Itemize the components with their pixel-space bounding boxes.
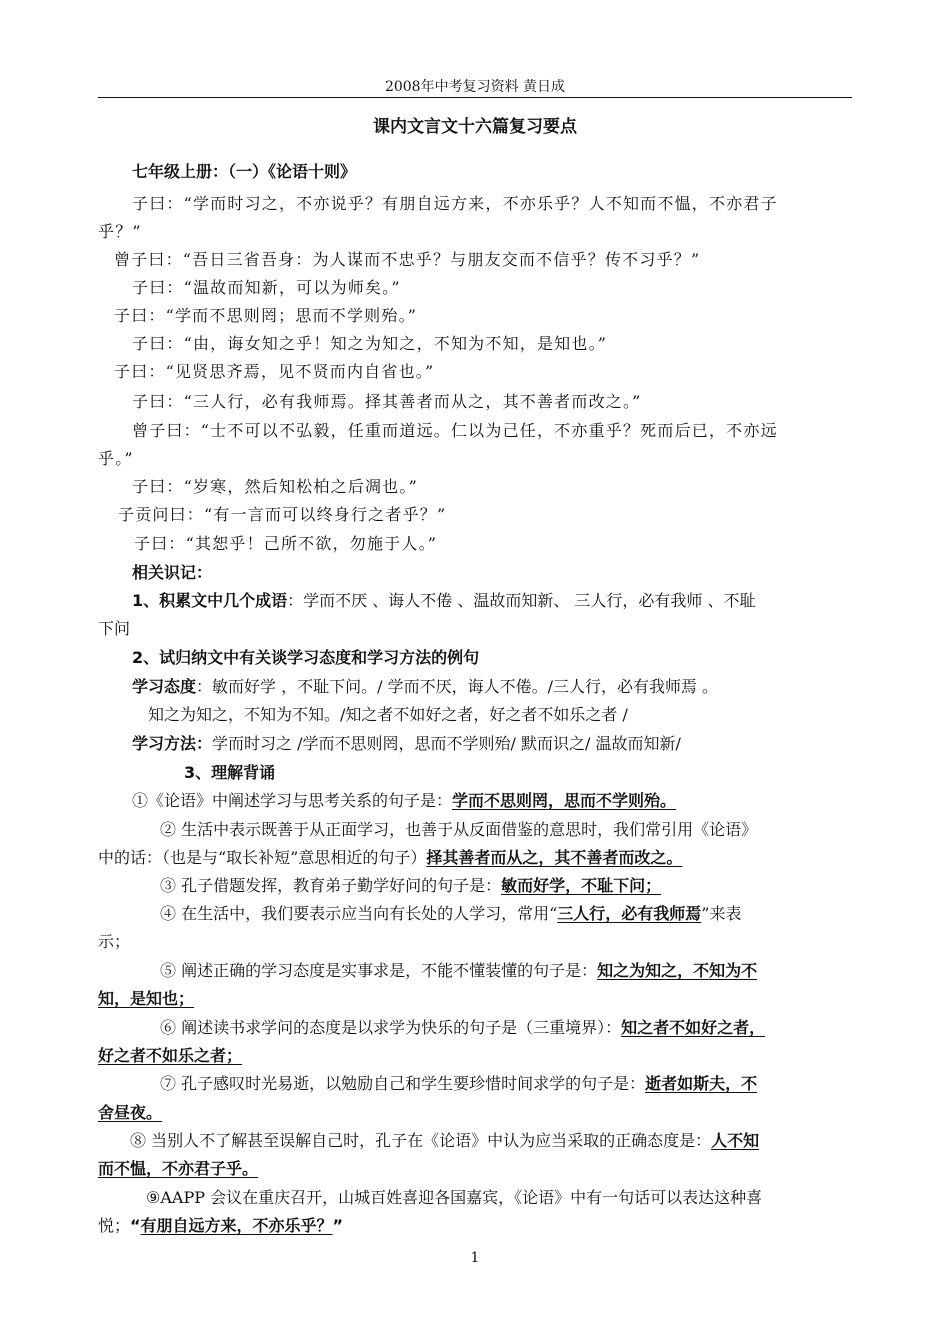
recite-4-cont: 示；	[98, 932, 131, 951]
quote-line: 曾子曰：“士不可以不弘毅，任重而道远。仁以为己任，不亦重乎？死而后已，不亦远	[132, 421, 778, 440]
quote-line: 子曰：“其恕乎！己所不欲，勿施于人。”	[134, 534, 438, 553]
recite-3-question: ③ 孔子借题发挥，教育弟子勤学好问的句子是：	[160, 876, 502, 895]
quote-line: 子曰：“学而不思则罔；思而不学则殆。”	[114, 306, 418, 325]
related-item-3: 3、理解背诵	[184, 763, 276, 782]
section-heading: 七年级上册：（一）《论语十则》	[132, 162, 357, 181]
recite-8-cont	[98, 1159, 258, 1179]
recite-8-answer-cont: 而不愠，不亦君子乎。	[98, 1159, 259, 1178]
recite-9-close-quote: ”	[332, 1216, 344, 1235]
recite-7-cont	[98, 1103, 162, 1123]
recite-4-answer: 三人行，必有我师焉	[557, 904, 702, 923]
quote-line: 子曰：“三人行，必有我师焉。择其善者而从之，其不善者而改之。”	[132, 392, 642, 411]
recite-5-cont	[98, 989, 194, 1009]
related-item-1-text: ：学而不厌 、诲人不倦 、温故而知新、 三人行，必有我师 、不耻	[287, 591, 756, 610]
related-item-1-label: 1、积累文中几个成语	[132, 591, 288, 610]
recite-7-answer-cont: 舍昼夜。	[98, 1103, 163, 1122]
recite-5-answer-cont: 知，是知也；	[98, 989, 195, 1008]
quote-line: 子曰：“学而时习之，不亦说乎？有朋自远方来，不亦乐乎？人不知而不愠，不亦君子	[132, 194, 778, 213]
quote-line: 子曰：“温故而知新，可以为师矣。”	[132, 278, 401, 297]
recite-1-question: ①《论语》中阐述学习与思考关系的句子是：	[132, 791, 453, 810]
recite-9: ⑨AAPP 会议在重庆召开，山城百姓喜迎各国嘉宾，《论语》中有一句话可以表达这种喜	[146, 1188, 763, 1207]
recite-8-answer: 人不知	[711, 1131, 760, 1150]
recite-8	[130, 1131, 759, 1151]
recite-2-cont	[98, 848, 682, 868]
document-title: 课内文言文十六篇复习要点	[373, 117, 577, 137]
recite-6-question: ⑥ 阐述读书求学问的态度是以求学为快乐的句子是（三重境界）：	[160, 1018, 622, 1037]
recite-1	[132, 791, 676, 811]
related-item-1	[132, 591, 756, 611]
quote-line: 子曰：“岁寒，然后知松柏之后凋也。”	[132, 477, 418, 496]
recite-6	[160, 1018, 765, 1038]
page-number: 1	[470, 1250, 480, 1266]
recite-3-answer: 敏而好学，不耻下问；	[501, 876, 662, 895]
recite-9-cont	[98, 1216, 343, 1236]
related-item-1-cont: 下问	[98, 619, 131, 638]
recite-7-question: ⑦ 孔子感叹时光易逝，以勉励自己和学生要珍惜时间求学的句子是：	[160, 1074, 646, 1093]
study-method-text: 学而时习之 /学而不思则罔，思而不学则殆/ 默而识之/ 温故而知新/	[212, 734, 681, 753]
quote-line: 子曰：“见贤思齐焉，见不贤而内自省也。”	[114, 362, 435, 381]
recite-9-answer: 有朋自远方来，不亦乐乎？	[140, 1216, 333, 1235]
recite-5-question: ⑤ 阐述正确的学习态度是实事求是，不能不懂装懂的句子是：	[160, 961, 598, 980]
recite-7	[160, 1074, 757, 1094]
recite-9-question: 悦；	[98, 1216, 131, 1235]
recite-2-answer: 择其善者而从之，其不善者而改之。	[426, 848, 683, 867]
study-attitude	[132, 677, 718, 697]
related-heading: 相关识记：	[132, 563, 213, 582]
study-attitude-text: ：敏而好学 ，不耻下问。/ 学而不厌，诲人不倦。/三人行，必有我师焉 。	[196, 677, 719, 696]
recite-8-question: ⑧ 当别人不了解甚至误解自己时，孔子在《论语》中认为应当采取的正确态度是：	[130, 1131, 712, 1150]
recite-6-answer-cont: 好之者不如乐之者；	[98, 1046, 243, 1065]
related-item-2: 2、试归纳文中有关谈学习态度和学习方法的例句	[132, 648, 480, 667]
study-attitude-cont: 知之为知之，不知为不知。/知之者不如好之者，好之者不如乐之者 /	[148, 705, 628, 724]
header-rule	[98, 97, 852, 98]
recite-5-answer: 知之为知之，不知为不	[597, 961, 758, 980]
quote-line: 曾子曰：“吾日三省吾身：为人谋而不忠乎？与朋友交而不信乎？传不习乎？”	[114, 250, 701, 269]
quote-line: 子曰：“由，诲女知之乎！知之为知之，不知为不知，是知也。”	[132, 334, 608, 353]
recite-1-answer: 学而不思则罔，思而不学则殆。	[452, 791, 677, 810]
study-method-label: 学习方法：	[132, 734, 213, 753]
study-attitude-label: 学习态度	[132, 677, 197, 696]
recite-6-answer: 知之者不如好之者，	[621, 1018, 766, 1037]
recite-6-cont	[98, 1046, 242, 1066]
running-header: 2008年中考复习资料 黄日成	[384, 79, 566, 95]
recite-2-question: 中的话：（也是与“取长补短”意思相近的句子）	[98, 848, 427, 867]
recite-4	[160, 904, 741, 924]
quote-line: 乎？”	[98, 222, 142, 241]
quote-line: 乎。”	[98, 449, 134, 468]
recite-2: ② 生活中表示既善于从正面学习，也善于从反面借鉴的意思时，我们常引用《论语》	[160, 820, 758, 839]
recite-3	[160, 876, 661, 896]
recite-5	[160, 961, 757, 981]
recite-4-after: ”来表	[701, 904, 742, 923]
quote-line: 子贡问曰：“有一言而可以终身行之者乎？”	[118, 505, 447, 524]
recite-9-open-quote: “	[130, 1216, 141, 1235]
study-method	[132, 734, 681, 754]
recite-7-answer: 逝者如斯夫，不	[645, 1074, 758, 1093]
recite-4-question: ④ 在生活中，我们要表示应当向有长处的人学习，常用“	[160, 904, 558, 923]
